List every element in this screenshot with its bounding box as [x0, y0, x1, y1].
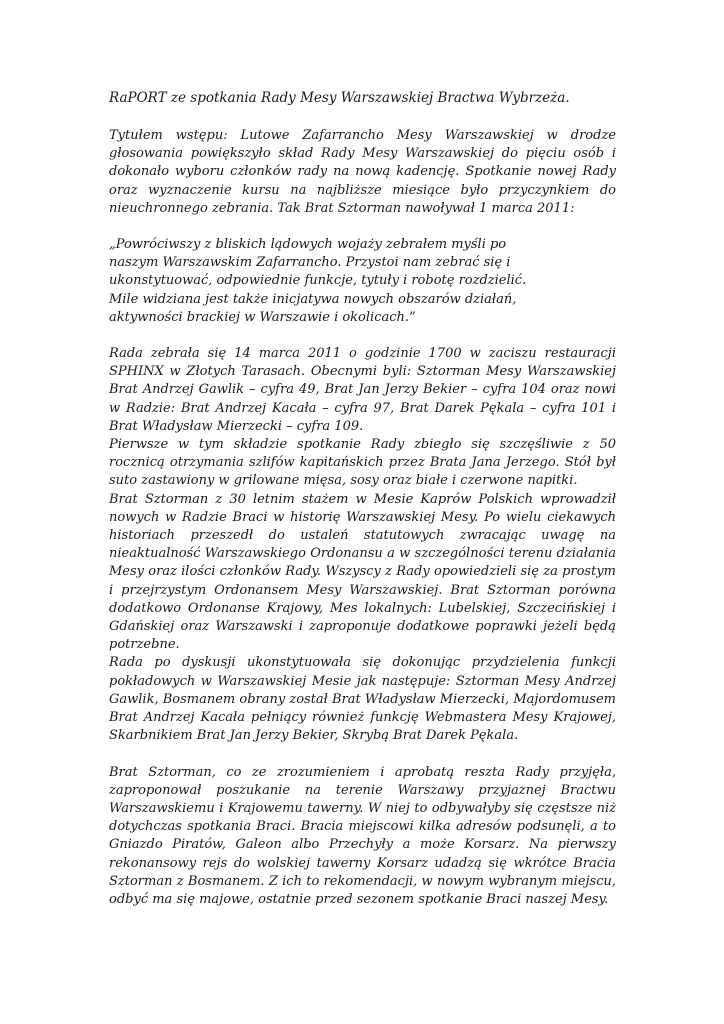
report-title: RaPORT ze spotkania Rady Mesy Warszawskiej Bractwa Wybrzeża. — [109, 90, 570, 106]
tavern-paragraph: Brat Sztorman, co ze zrozumieniem i aprobatą reszta Rady przyjęła, zaproponował poszukanie na terenie Warszawy przyjaznej Bractwu Warszawskiemu i Krajowemu tawerny. W niej to odbywałyby się częstsze niż dotychczas spotkania Braci. Bracia miejscowi kilka adresów podsunęli, a to Gniazdo Piratów, Galeon albo Przechyły a może Korsarz. Na pierwszy rekonansowy rejs do wolskiej tawerny Korsarz udadzą się wkrótce Bracia Sztorman z Bosmanem. Z ich to rekomendacji, w nowym wybranym miejscu, odbyć ma się majowe, ostatnie przed sezonem spotkanie Braci naszej Mesy. — [109, 764, 616, 907]
intro-paragraph: Tytułem wstępu: Lutowe Zafarrancho Mesy Warszawskiej w drodze głosowania powiększyło skład Rady Mesy Warszawskiej do pięciu osób i dokonało wyboru członków rady na nową kadencję. Spotkanie nowej Rady oraz wyznaczenie kursu na najbliższe miesiące było przyczynkiem do nieuchronnego zebrania. Tak Brat Sztorman nawoływał 1 marca 2011: — [109, 128, 616, 216]
functions-paragraph: Rada po dyskusji ukonstytuowała się dokonując przydzielenia funkcji pokładowych w Warszawskiej Mesie jak następuje: Sztorman Mesy Andrzej Gawlik, Bosmanem obrany został Brat Władysław Mierzecki, Majordomusem Brat Andrzej Kacała pełniący również funkcję Webmastera Mesy Krajowej, Skarbnikiem Brat Jan Jerzy Bekier, Skrybą Brat Darek Pękala. — [109, 655, 616, 744]
quote-paragraph: „Powróciwszy z bliskich lądowych wojaży zebrałem myśli po naszym Warszawskim Zafarrancho. Przystoi nam zebrać się i ukonstytuować, odpowiednie funkcje, tytuły i robotę rozdzielić. Mile widziana jest także inicjatywa nowych obszarów działań, aktywności brackiej w Warszawie i okolicach.” — [109, 237, 527, 325]
history-paragraph: Brat Sztorman z 30 letnim stażem w Mesie Kaprów Polskich wprowadził nowych w Radzie Braci w historię Warszawskiej Mesy. Po wielu ciekawych historiach przeszedł do ustaleń statutowych zwracając uwagę na nieaktualność Warszawskiego Ordonansu a w szczególności terenu działania Mesy oraz ilości członków Rady. Wszyscy z Rady opowiedzieli się za prostym i przejrzystym Ordonansem Mesy Warszawskiej. Brat Sztorman porówna dodatkowo Ordonanse Krajowy, Mes lokalnych: Lubelskiej, Szczecińskiej i Gdańskiej oraz Warszawski i zaproponuje dodatkowe poprawki jeżeli będą potrzebne. — [109, 491, 616, 653]
meeting-paragraph: Rada zebrała się 14 marca 2011 o godzinie 1700 w zaciszu restauracji SPHINX w Złotych Tarasach. Obecnymi byli: Sztorman Mesy Warszawskiej Brat Andrzej Gawlik – cyfra 49, Brat Jan Jerzy Bekier – cyfra 104 oraz nowi w Radzie: Brat Andrzej Kacała – cyfra 97, Brat Darek Pękala – cyfra 101 i Brat Władysław Mierzecki – cyfra 109. — [109, 346, 616, 434]
document-body — [109, 89, 616, 909]
anniversary-paragraph: Pierwsze w tym składzie spotkanie Rady zbiegło się szczęśliwie z 50 rocznicą otrzymania szlifów kapitańskich przez Brata Jana Jerzego. Stół był suto zastawiony w grilowane mięsa, sosy oraz białe i czerwone napitki. — [109, 437, 616, 489]
paragraph-spacer — [109, 746, 616, 764]
paragraph-spacer — [109, 327, 616, 345]
paragraph-spacer — [109, 218, 616, 236]
